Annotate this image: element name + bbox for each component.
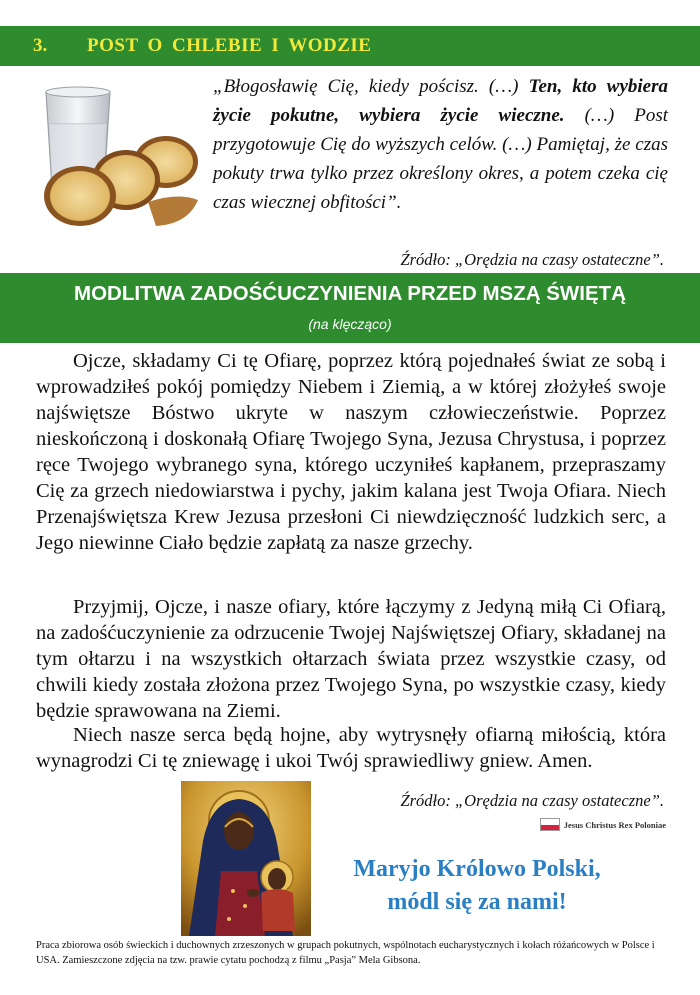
- prayer-title: MODLITWA ZADOŚĆUCZYNIENIA PRZED MSZĄ ŚWIĘTĄ: [74, 282, 626, 305]
- prayer-paragraph-1: [36, 348, 666, 556]
- section-header-fasting: [0, 26, 700, 66]
- section-header-prayer: [0, 273, 700, 343]
- prayer-paragraph-3: [36, 722, 666, 774]
- invocation-line-2: módl się za nami!: [387, 889, 567, 915]
- prayer-source: Źródło: „Orędzia na czasy ostateczne”.: [400, 791, 664, 810]
- paragraph-text: Przyjmij, Ojcze, i nasze ofiary, które łączymy z Jedyną miłą Ci Ofiarą, na zadośćuczynienie za odrzucenie Twojej Najświętszej Ofiary, składanej na tym ołtarzu i na wszystkich ołtarzach świata przez wszystkie czasy, od chwili kiedy została złożona przez Twojego Syna, po wszystkie czasy, kiedy będzie sprawowana na Ziemi.: [36, 596, 666, 722]
- section-number: 3.: [33, 35, 48, 56]
- quote-bold: Ten, kto wybiera życie pokutne, wybiera życie wieczne.: [213, 76, 668, 126]
- section-title: POST O CHLEBIE I WODZIE: [87, 35, 372, 56]
- madonna-icon: [181, 781, 311, 936]
- brand-row: [540, 818, 666, 831]
- invocation: [312, 853, 642, 919]
- polish-flag-icon: [540, 818, 560, 831]
- paragraph-text: Ojcze, składamy Ci tę Ofiarę, poprzez którą pojednałeś świat ze sobą i wprowadziłeś pokój pomiędzy Niebem i Ziemią, a w której złożyłeś swoje najświętsze Bóstwo ukryte w naszym człowieczeństwie. Poprzez nieskończoną i doskonałą Ofiarę Twojego Syna, Jezusa Chrystusa, i poprzez ręce Twojego wybranego syna, którego uczyniłeś kapłanem, przepraszamy Cię za grzech niedowiarstwa i pychy, jakim kalana jest Twoja Ofiara. Niech Przenajświętsza Krew Jezusa przesłoni Ci niewdzięczność ludzkich serc, a Jego niewinne Ciało będzie zapłatą za nasze grzechy.: [36, 350, 666, 554]
- prayer-subtitle: (na klęcząco): [308, 316, 392, 332]
- footer-note: Praca zbiorowa osób świeckich i duchownych zrzeszonych w grupach pokutnych, wspólnotach eucharystycznych i kołach różańcowych w Polsce i USA. Zamieszczone zdjęcia na tzw. prawie cytatu pochodzą z filmu „Pasja” Mela Gibsona.: [36, 940, 655, 966]
- fasting-quote: [213, 72, 668, 217]
- quote-part-2: (…) Post przygotowuje Cię do wyższych celów. (…) Pamiętaj, że czas pokuty trwa tylko przez określony okres, a potem czeka cię czas wiecznej obfitości”.: [213, 105, 669, 213]
- quote-part-1: „Błogosławię Cię, kiedy pościsz. (…): [213, 76, 529, 97]
- prayer-paragraph-2: [36, 594, 666, 724]
- invocation-line-1: Maryjo Królowo Polski,: [353, 856, 601, 882]
- bread-and-water-image: [38, 84, 204, 234]
- brand-text: Jesus Christus Rex Poloniae: [563, 819, 666, 830]
- quote-source: Źródło: „Orędzia na czasy ostateczne”.: [400, 250, 664, 269]
- paragraph-text: Niech nasze serca będą hojne, aby wytrysnęły ofiarną miłością, która wynagrodzi Ci tę zniewagę i ukoi Twój sprawiedliwy gniew. Amen.: [36, 724, 666, 772]
